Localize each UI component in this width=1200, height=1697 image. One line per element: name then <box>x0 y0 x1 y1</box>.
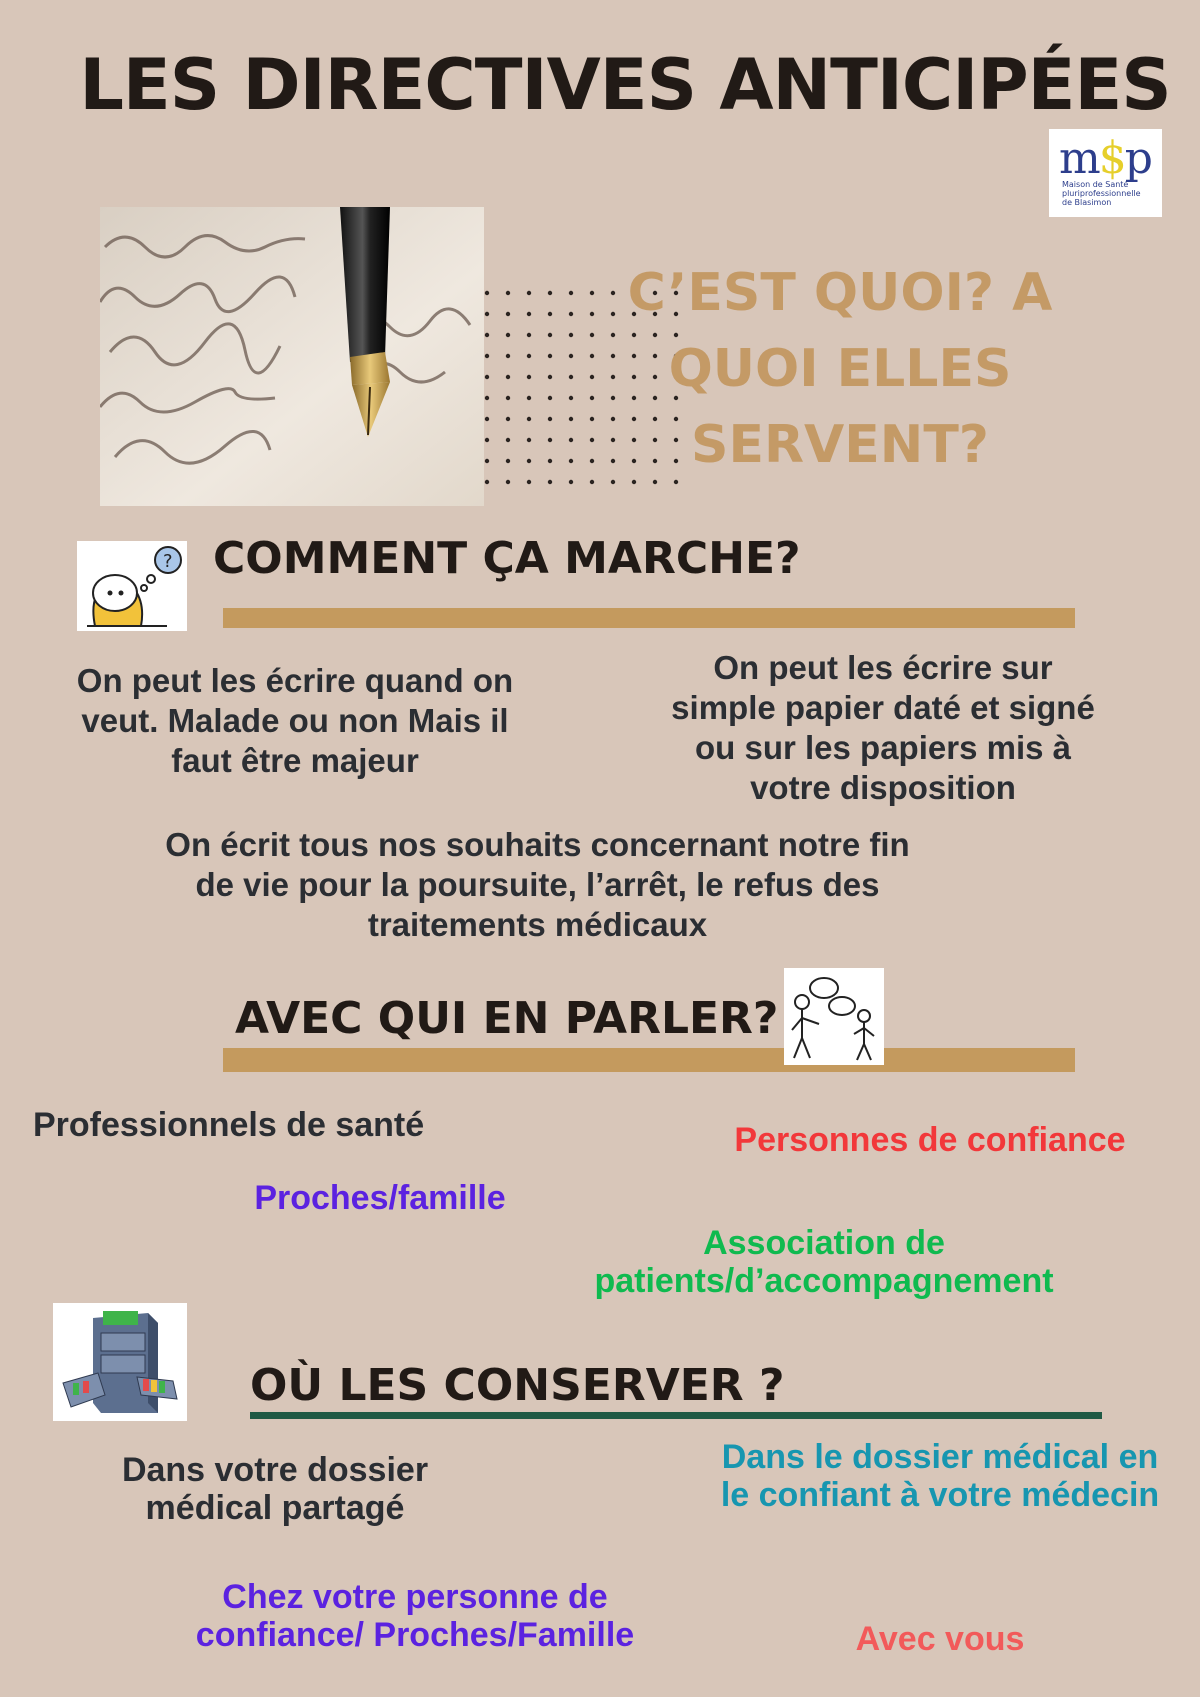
pattern-dot <box>527 459 531 463</box>
pattern-dot <box>527 375 531 379</box>
pattern-dot <box>590 312 594 316</box>
pattern-dot <box>506 375 510 379</box>
who-item: Association de patients/d’accompagnement <box>594 1224 1054 1300</box>
pattern-dot <box>485 312 489 316</box>
pattern-dot <box>485 459 489 463</box>
pattern-dot <box>485 417 489 421</box>
pattern-dot <box>506 396 510 400</box>
pattern-dot <box>548 417 552 421</box>
how-center-text: On écrit tous nos souhaits concernant notre fin de vie pour la poursuite, l’arrêt, le refus des traitements médicaux <box>165 826 910 943</box>
pattern-dot <box>527 333 531 337</box>
logo-caption-line: pluriprofessionnelle <box>1062 189 1141 198</box>
pattern-dot <box>485 438 489 442</box>
pattern-dot <box>485 291 489 295</box>
pattern-dot <box>527 312 531 316</box>
pattern-dot <box>590 375 594 379</box>
section-divider <box>223 608 1075 628</box>
who-item: Professionnels de santé <box>33 1106 425 1144</box>
pattern-dot <box>506 354 510 358</box>
pattern-dot <box>569 312 573 316</box>
who-item: Proches/famille <box>254 1179 506 1217</box>
pattern-dot <box>548 396 552 400</box>
pattern-dot <box>548 480 552 484</box>
fountain-pen-photo <box>100 207 484 506</box>
where-item: Dans le dossier médical en le confiant à votre médecin <box>720 1438 1160 1514</box>
section-how-heading: COMMENT ÇA MARCHE? <box>213 533 801 584</box>
page-title: LES DIRECTIVES ANTICIPÉES <box>79 44 1171 126</box>
section-what-heading: C’EST QUOI? A QUOI ELLES SERVENT? <box>627 263 1053 475</box>
pattern-dot <box>569 396 573 400</box>
pattern-dot <box>485 480 489 484</box>
pattern-dot <box>485 396 489 400</box>
pattern-dot <box>590 291 594 295</box>
msp-logo <box>1049 129 1162 217</box>
pattern-dot <box>569 438 573 442</box>
pattern-dot <box>527 396 531 400</box>
pattern-dot <box>590 480 594 484</box>
pattern-dot <box>527 417 531 421</box>
section-where-heading: OÙ LES CONSERVER ? <box>250 1360 785 1411</box>
pattern-dot <box>506 480 510 484</box>
pattern-dot <box>569 480 573 484</box>
pattern-dot <box>569 354 573 358</box>
section-who-heading: AVEC QUI EN PARLER? <box>235 993 779 1044</box>
pattern-dot <box>590 438 594 442</box>
where-item: Dans votre dossier médical partagé <box>121 1451 429 1527</box>
pattern-dot <box>548 333 552 337</box>
pattern-dot <box>590 354 594 358</box>
how-right-text: On peut les écrire sur simple papier daté et signé ou sur les papiers mis à votre disposition <box>671 649 1095 806</box>
filing-cabinet-icon <box>53 1303 187 1421</box>
pattern-dot <box>506 312 510 316</box>
pattern-dot <box>548 375 552 379</box>
pattern-dot <box>569 375 573 379</box>
section-divider <box>223 1048 1075 1072</box>
pattern-dot <box>506 438 510 442</box>
pattern-dot <box>548 354 552 358</box>
pattern-dot <box>506 333 510 337</box>
pattern-dot <box>527 291 531 295</box>
pattern-dot <box>590 459 594 463</box>
pattern-dot <box>548 438 552 442</box>
thinking-person-icon <box>77 541 187 631</box>
where-item: Avec vous <box>855 1620 1025 1658</box>
how-left-text: On peut les écrire quand on veut. Malade ou non Mais il faut être majeur <box>76 662 514 779</box>
pattern-dot <box>548 312 552 316</box>
where-item: Chez votre personne de confiance/ Proches/Famille <box>195 1578 635 1654</box>
pattern-dot <box>485 354 489 358</box>
pattern-dot <box>569 333 573 337</box>
pattern-dot <box>506 291 510 295</box>
logo-mark: m$p <box>1059 133 1151 184</box>
pattern-dot <box>590 396 594 400</box>
pattern-dot <box>485 375 489 379</box>
logo-caption <box>1062 180 1141 207</box>
pattern-dot <box>569 291 573 295</box>
pattern-dot <box>527 438 531 442</box>
pattern-dot <box>527 354 531 358</box>
pattern-dot <box>527 480 531 484</box>
who-item: Personnes de confiance <box>734 1121 1126 1159</box>
pattern-dot <box>548 291 552 295</box>
pattern-dot <box>485 333 489 337</box>
pattern-dot <box>548 459 552 463</box>
pattern-dot <box>569 417 573 421</box>
pattern-dot <box>569 459 573 463</box>
pattern-dot <box>590 333 594 337</box>
pattern-dot <box>590 417 594 421</box>
logo-caption-line: Maison de Santé <box>1062 180 1129 189</box>
logo-caption-line: de Blasimon <box>1062 198 1112 207</box>
svg-text:?: ? <box>163 551 173 572</box>
pattern-dot <box>506 417 510 421</box>
two-people-talking-icon <box>784 968 884 1065</box>
pattern-dot <box>506 459 510 463</box>
section-divider <box>250 1412 1102 1419</box>
